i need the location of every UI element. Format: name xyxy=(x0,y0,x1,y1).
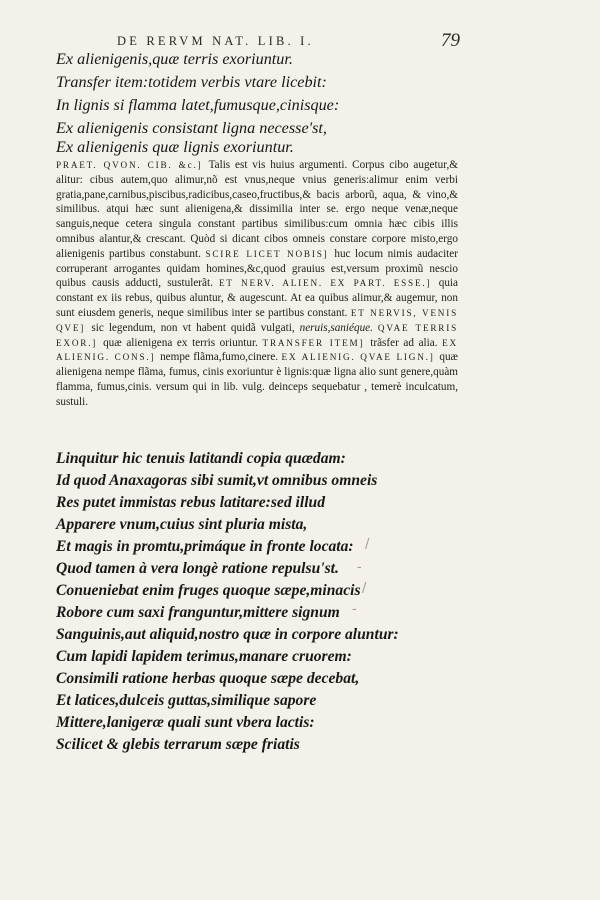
verse-line: Mittere,lanigeræ quali sunt vbera lactis: xyxy=(56,714,315,731)
verse-line: Scilicet & glebis terrarum sæpe friatis xyxy=(56,736,300,753)
lemma: SCIRE LICET NOBIS] xyxy=(205,248,335,259)
verse-line: Transfer item:totidem verbis vtare licebit: xyxy=(56,73,327,91)
commentary-text: quia constant ex iis rebus, quibus aluntur, & augescunt. At ea quibus alimur,& augemur, non sunt eiusdem generis, neque similibus inter se partibus constant. xyxy=(56,277,458,319)
lemma: ET NERVIS, VENIS QVE] xyxy=(56,307,458,333)
commentary-text: nempe flãma,fumo,cinere. xyxy=(160,351,282,364)
commentary-text: huc locum nimis audaciter corruperant arrogantes quidam homines,&c,quod grauius est,versum proximũ nescio quibus causis adducti, sustulerãt. xyxy=(56,247,458,290)
commentary-text: quæ alienigena ex terris oriuntur. xyxy=(103,336,263,349)
lemma: ET NERV. ALIEN. EX PART. ESSE.] xyxy=(218,278,439,289)
page-number: 79 xyxy=(441,30,460,51)
verse-line: In lignis si flamma latet,fumusque,cinisque: xyxy=(56,96,340,114)
verse-line: Robore cum saxi franguntur,mittere signum xyxy=(56,604,340,621)
lemma: QVAE TERRIS EXOR.] xyxy=(56,322,458,348)
verse-line: Sanguinis,aut aliquid,nostro quæ in corpore aluntur: xyxy=(56,626,399,643)
running-head: DE RERVM NAT. LIB. I. xyxy=(117,34,314,48)
verse-line: Ex alienigenis quæ lignis exoriuntur. xyxy=(56,138,294,156)
verse-line: Ex alienigenis,quæ terris exoriuntur. xyxy=(56,50,293,68)
commentary-text: Talis est vis huius argumenti. Corpus cibo augetur,& alitur: cibus autem,quo alimur,nõ est vnus,neque vnius generis:alimur enim verbi gratia,pane,carnibus,piscibus,radicibus,caseo,fructibus,& bacis arborũ, aqua, & vino,& similibus. atqui hæc sunt alienigena,& dissimilia inter se. ergo neque venæ,neque sanguis,neque cetera singula constant partibus similibus:cum omnia hæc cibis illis omnibus alantur,& crescant. Quòd si dicant cibos omneis constare corpore misto,ergo alienigenis partibus constabunt. xyxy=(56,159,458,260)
verse-line: Ex alienigenis consistant ligna necesse'st, xyxy=(56,119,327,137)
verse-line: Et latices,dulceis guttas,similique sapore xyxy=(56,692,317,709)
commentary-italic: neruis,saniéque. xyxy=(299,321,378,334)
verse-line: Consimili ratione herbas quoque sæpe decebat, xyxy=(56,670,360,687)
margin-mark: - xyxy=(357,560,362,575)
lemma: EX ALIENIG. CONS.] xyxy=(56,337,458,363)
verse-line: Conueniebat enim fruges quoque sæpe,minacis xyxy=(56,582,361,599)
commentary-text: quæ alienigena nempe flãma, fumus, cinis exoriuntur è lignis:quæ ligna alio sunt genere,quàm flamma, fumus,cinis. versum qui in lib. vulg. deinceps sequebatur , temerè inculcatum, sustuli. xyxy=(56,351,458,408)
verse-line: Linquitur hic tenuis latitandi copia quædam: xyxy=(56,450,346,467)
margin-mark: / xyxy=(362,581,367,596)
verse-line: Res putet immistas rebus latitare:sed illud xyxy=(56,494,326,511)
margin-mark: / xyxy=(365,537,370,552)
commentary-block xyxy=(56,158,458,410)
commentary-text: trãsfer ad alia. xyxy=(370,336,443,349)
verse-line: Apparere vnum,cuius sint pluria mista, xyxy=(56,516,308,533)
verse-line: Cum lapidi lapidem terimus,manare cruorem: xyxy=(56,648,352,665)
margin-mark: - xyxy=(352,602,357,617)
verse-line: Quod tamen à vera longè ratione repulsu'st. xyxy=(56,560,339,577)
commentary-text: sic legendum, non vt habent quidã vulgati, xyxy=(91,321,300,334)
lemma: TRANSFER ITEM] xyxy=(262,337,371,348)
verse-line: Et magis in promtu,primáque in fronte locata: xyxy=(56,538,354,555)
verse-line: Id quod Anaxagoras sibi sumit,vt omnibus omneis xyxy=(56,472,378,489)
lemma: PRAET. QVON. CIB. &c.] xyxy=(56,160,209,170)
lemma: EX ALIENIG. QVAE LIGN.] xyxy=(281,352,440,363)
